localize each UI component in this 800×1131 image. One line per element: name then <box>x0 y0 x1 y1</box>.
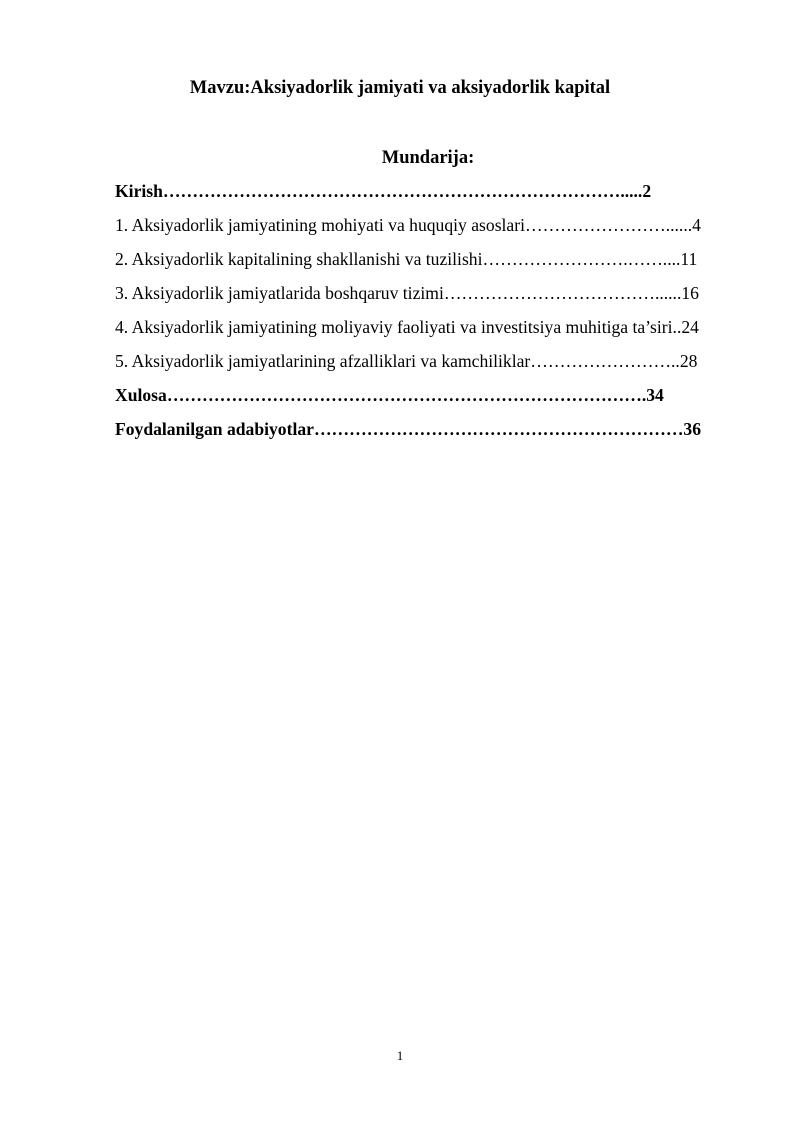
table-of-contents <box>115 178 755 450</box>
toc-entry-2: 2. Aksiyadorlik kapitalining shakllanishi va tuzilishi…………………….……....11 <box>115 249 698 269</box>
document-title: Mavzu:Aksiyadorlik jamiyati va aksiyadorlik kapital <box>189 78 611 98</box>
toc-entry-5: 5. Aksiyadorlik jamiyatlarining afzalliklari va kamchiliklar……………………..28 <box>115 351 698 371</box>
toc-entry-kirish: Kirish…………………………………………………………………….....2 <box>115 181 652 201</box>
toc-entry-adabiyotlar: Foydalanilgan adabiyotlar………………………………………………………36 <box>115 419 702 439</box>
toc-heading: Mundarija: <box>381 148 475 168</box>
toc-entry-1: 1. Aksiyadorlik jamiyatining mohiyati va huquqiy asoslari……………………......4 <box>115 215 701 235</box>
toc-entry-xulosa: Xulosa……………………………………………………………………….34 <box>115 385 664 405</box>
page-number: 1 <box>396 1048 404 1063</box>
toc-entry-4: 4. Aksiyadorlik jamiyatining moliyaviy faoliyati va investitsiya muhitiga ta’siri..24 <box>115 317 699 337</box>
toc-entry-3: 3. Aksiyadorlik jamiyatlarida boshqaruv tizimi………………………………......16 <box>115 283 699 303</box>
